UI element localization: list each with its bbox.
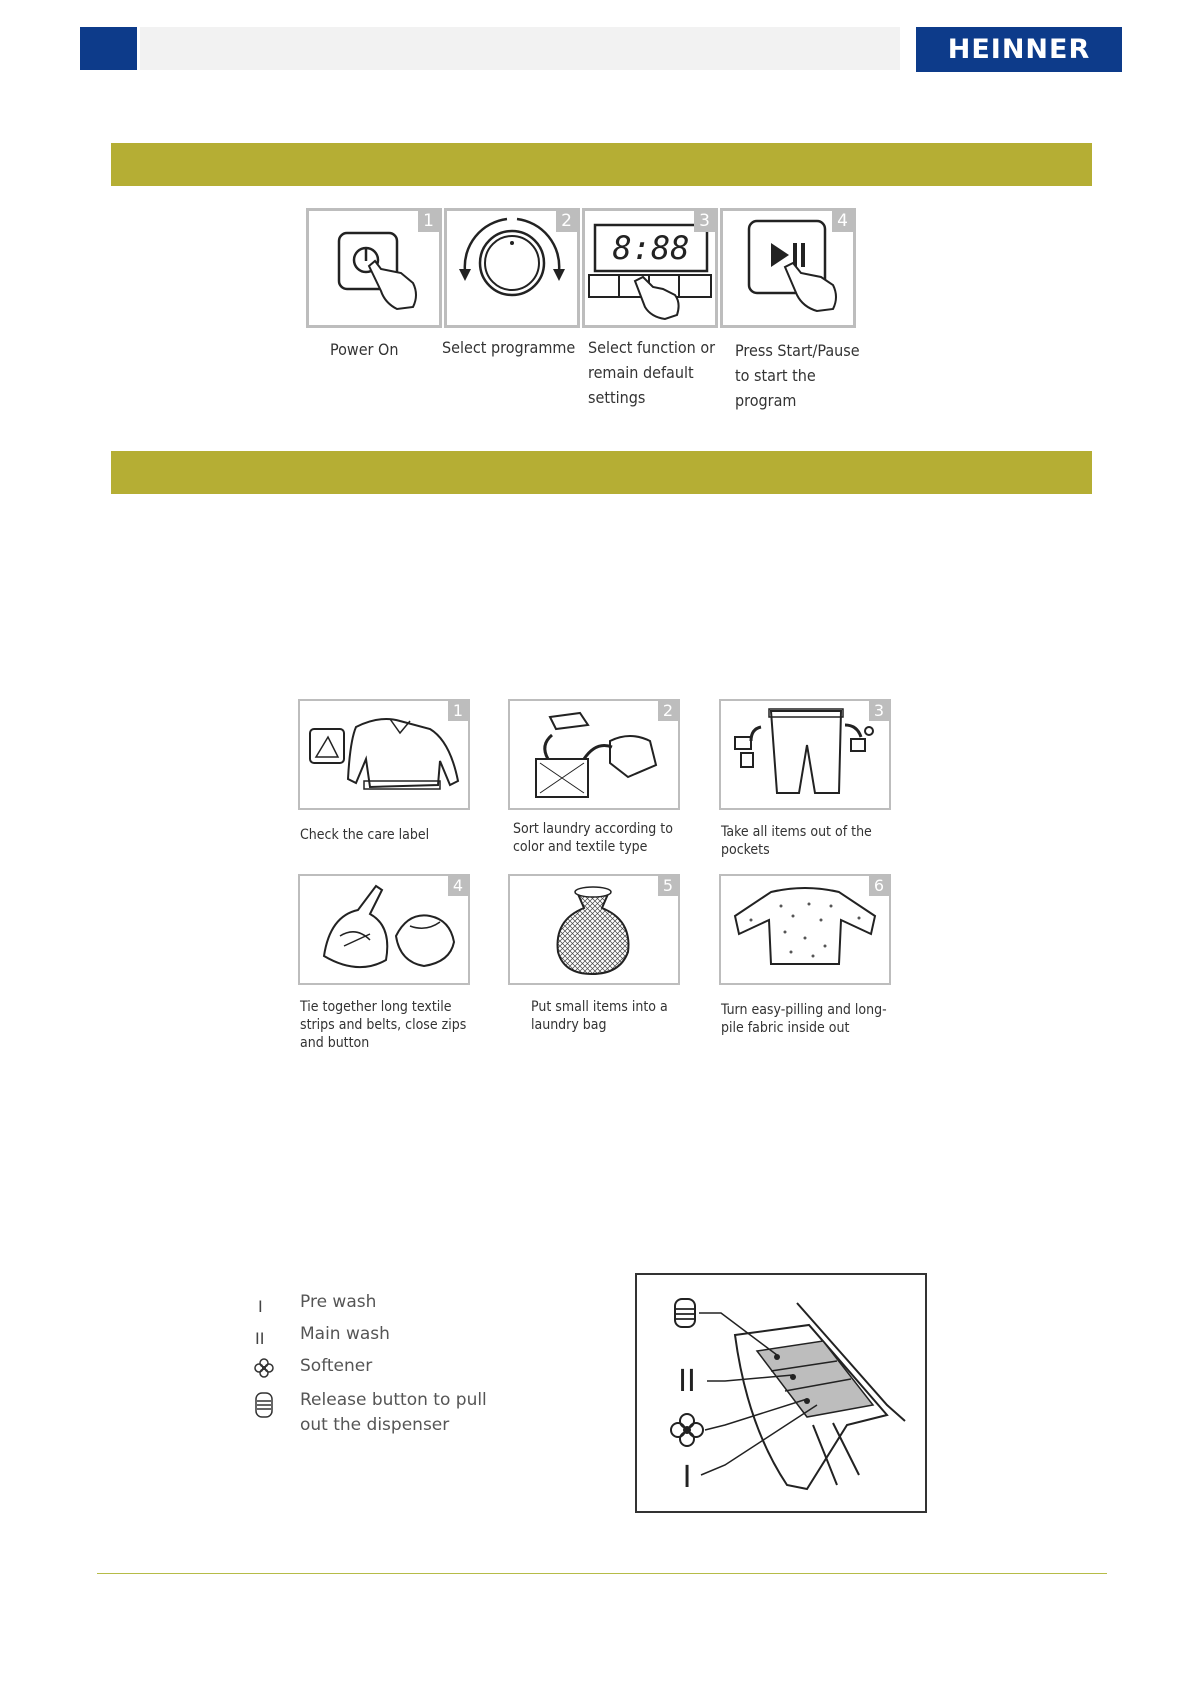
card-caption: Put small items into a laundry bag xyxy=(531,999,668,1033)
step-caption: Select function or remain default settings xyxy=(588,338,716,407)
legend-row-pre-wash xyxy=(250,1290,570,1322)
legend-row-softener xyxy=(250,1354,570,1388)
prep-card-sort xyxy=(508,699,680,810)
legend-label: Pre wash xyxy=(300,1292,377,1312)
step-caption: Power On xyxy=(330,340,399,359)
step-power-on xyxy=(306,208,442,328)
card-number: 6 xyxy=(869,876,889,896)
card-caption: Tie together long textile strips and belts, close zips and button xyxy=(300,999,467,1051)
prep-card-tie xyxy=(298,874,470,985)
card-caption: Sort laundry according to color and textile type xyxy=(513,821,673,855)
dispenser-legend xyxy=(250,1290,570,1442)
card-number: 2 xyxy=(658,701,678,721)
card-number: 4 xyxy=(448,876,468,896)
laundry-bag-icon xyxy=(510,876,678,983)
prep-card-bag xyxy=(508,874,680,985)
header-bar xyxy=(140,27,900,70)
main-wash-symbol: II xyxy=(678,1364,696,1399)
legend-label: Softener xyxy=(300,1356,373,1376)
tie-strips-icon xyxy=(300,876,468,983)
section-band-laundry-prep xyxy=(111,451,1092,494)
inside-out-icon xyxy=(721,876,889,983)
step-caption: Select programme xyxy=(442,338,576,357)
detergent-drawer-drawing xyxy=(637,1275,925,1511)
brand-logo: HEINNER xyxy=(916,27,1122,72)
dispenser-diagram xyxy=(635,1273,927,1513)
legend-row-main-wash xyxy=(250,1322,570,1354)
footer-divider xyxy=(97,1573,1107,1574)
step-number: 1 xyxy=(418,211,439,232)
pre-wash-symbol: I xyxy=(258,1297,263,1316)
quick-start-panel xyxy=(306,208,862,334)
release-button-icon xyxy=(255,1392,273,1418)
card-caption: Take all items out of the pockets xyxy=(721,824,872,858)
step-number: 2 xyxy=(556,211,577,232)
prep-card-pockets xyxy=(719,699,891,810)
card-number: 1 xyxy=(448,701,468,721)
step-number: 4 xyxy=(832,211,853,232)
section-band-quick-start xyxy=(111,143,1092,186)
card-caption: Check the care label xyxy=(300,827,430,843)
step-start-pause xyxy=(720,208,856,328)
step-number: 3 xyxy=(694,211,715,232)
legend-label: Main wash xyxy=(300,1324,390,1344)
card-number: 5 xyxy=(658,876,678,896)
softener-flower-icon xyxy=(671,1414,703,1446)
step-select-function xyxy=(582,208,718,328)
card-caption: Turn easy-pilling and long-pile fabric inside out xyxy=(721,1002,887,1036)
sweater-care-label-icon xyxy=(300,701,468,808)
softener-flower-icon xyxy=(254,1358,274,1378)
card-number: 3 xyxy=(869,701,889,721)
step-select-programme xyxy=(444,208,580,328)
sort-laundry-icon xyxy=(510,701,678,808)
main-wash-symbol: II xyxy=(255,1329,265,1348)
header-color-block xyxy=(80,27,137,70)
legend-row-release xyxy=(250,1388,570,1442)
release-button-icon xyxy=(675,1299,695,1327)
empty-pockets-icon xyxy=(721,701,889,808)
display-readout: 8:88 xyxy=(612,229,690,267)
prep-card-inside-out xyxy=(719,874,891,985)
prep-card-care-label xyxy=(298,699,470,810)
step-caption: Press Start/Pause to start the program xyxy=(735,341,860,410)
pre-wash-symbol: I xyxy=(682,1460,692,1495)
legend-label: Release button to pull out the dispenser xyxy=(300,1390,487,1435)
